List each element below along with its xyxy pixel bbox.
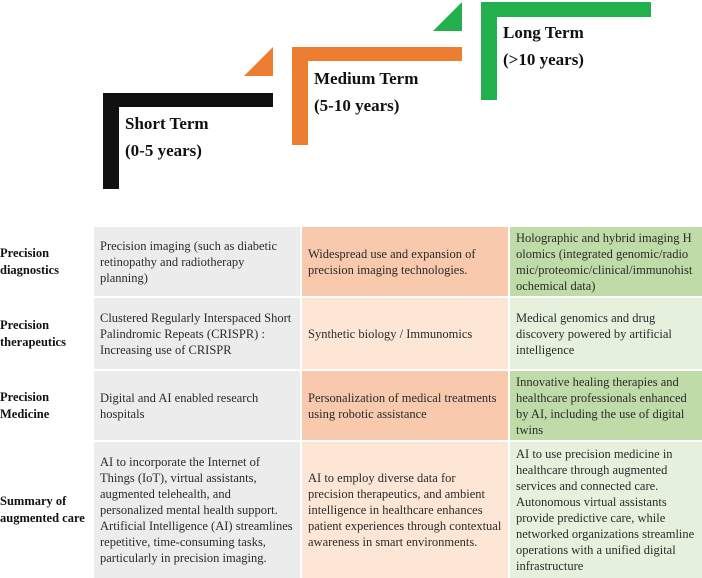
row-label-summary-of-augmented-care: Summary of augmented care (0, 494, 85, 525)
short-term-title: Short Term (125, 114, 209, 133)
long-term-arrow-tip (433, 2, 462, 31)
table-cell: AI to incorporate the Internet of Things (IoT), virtual assistants, augmented telehealth, and personalized mental health support. Artificial Intelligence (AI) streamlines repetitive, time-consuming tasks, particularly in precision imaging. (94, 442, 300, 578)
roadmap-table (0, 227, 702, 577)
table-cell: Medical genomics and drug discovery powered by artificial intelligence (510, 298, 702, 369)
table-cell: Personalization of medical treatments using robotic assistance (302, 371, 508, 440)
long-term-step-horizontal (481, 2, 651, 17)
long-term-range: (>10 years) (503, 50, 584, 69)
short-term-range: (0-5 years) (125, 141, 202, 160)
long-term-label (503, 19, 584, 73)
long-term-title: Long Term (503, 23, 584, 42)
table-cell: Holographic and hybrid imaging Holomics (integrated genomic/radiomic/proteomic/clinical/immunohistochemical data) (510, 227, 702, 296)
table-cell: Widespread use and expansion of precision imaging technologies. (302, 227, 508, 296)
long-term-step-vertical (481, 2, 497, 100)
table-cell: Precision imaging (such as diabetic retinopathy and radiotherapy planning) (94, 227, 300, 296)
row-label-precision-diagnostics: Precision diagnostics (0, 245, 60, 277)
table-cell: Synthetic biology / Immunomics (302, 298, 508, 369)
table-cell: Innovative healing therapies and healthcare professionals enhanced by AI, including the use of digital twins (510, 371, 702, 440)
medium-term-step-horizontal (292, 47, 462, 61)
medium-term-arrow-tip (244, 47, 273, 76)
medium-term-step-vertical (292, 47, 308, 145)
table-cell: Digital and AI enabled research hospitals (94, 371, 300, 440)
row-label-precision-medicine: Precision Medicine (0, 389, 50, 421)
table-cell: AI to use precision medicine in healthcare through augmented services and connected care. Autonomous virtual assistants provide predictive care, while networked organizations streamline operations with a unified digital infrastructure (510, 442, 702, 578)
table-cell: Clustered Regularly Interspaced Short Palindromic Repeats (CRISPR) : Increasing use of CRISPR (94, 298, 300, 369)
short-term-label (125, 110, 209, 164)
medium-term-label (314, 65, 418, 119)
medium-term-title: Medium Term (314, 69, 419, 88)
row-label-precision-therapeutics: Precision therapeutics (0, 317, 66, 349)
short-term-step-vertical (103, 93, 119, 189)
table-cell: AI to employ diverse data for precision therapeutics, and ambient intelligence in healthcare enhances patient experiences through contextual awareness in smart environments. (302, 442, 508, 578)
medium-term-range: (5-10 years) (314, 96, 400, 115)
short-term-step-horizontal (103, 93, 273, 107)
